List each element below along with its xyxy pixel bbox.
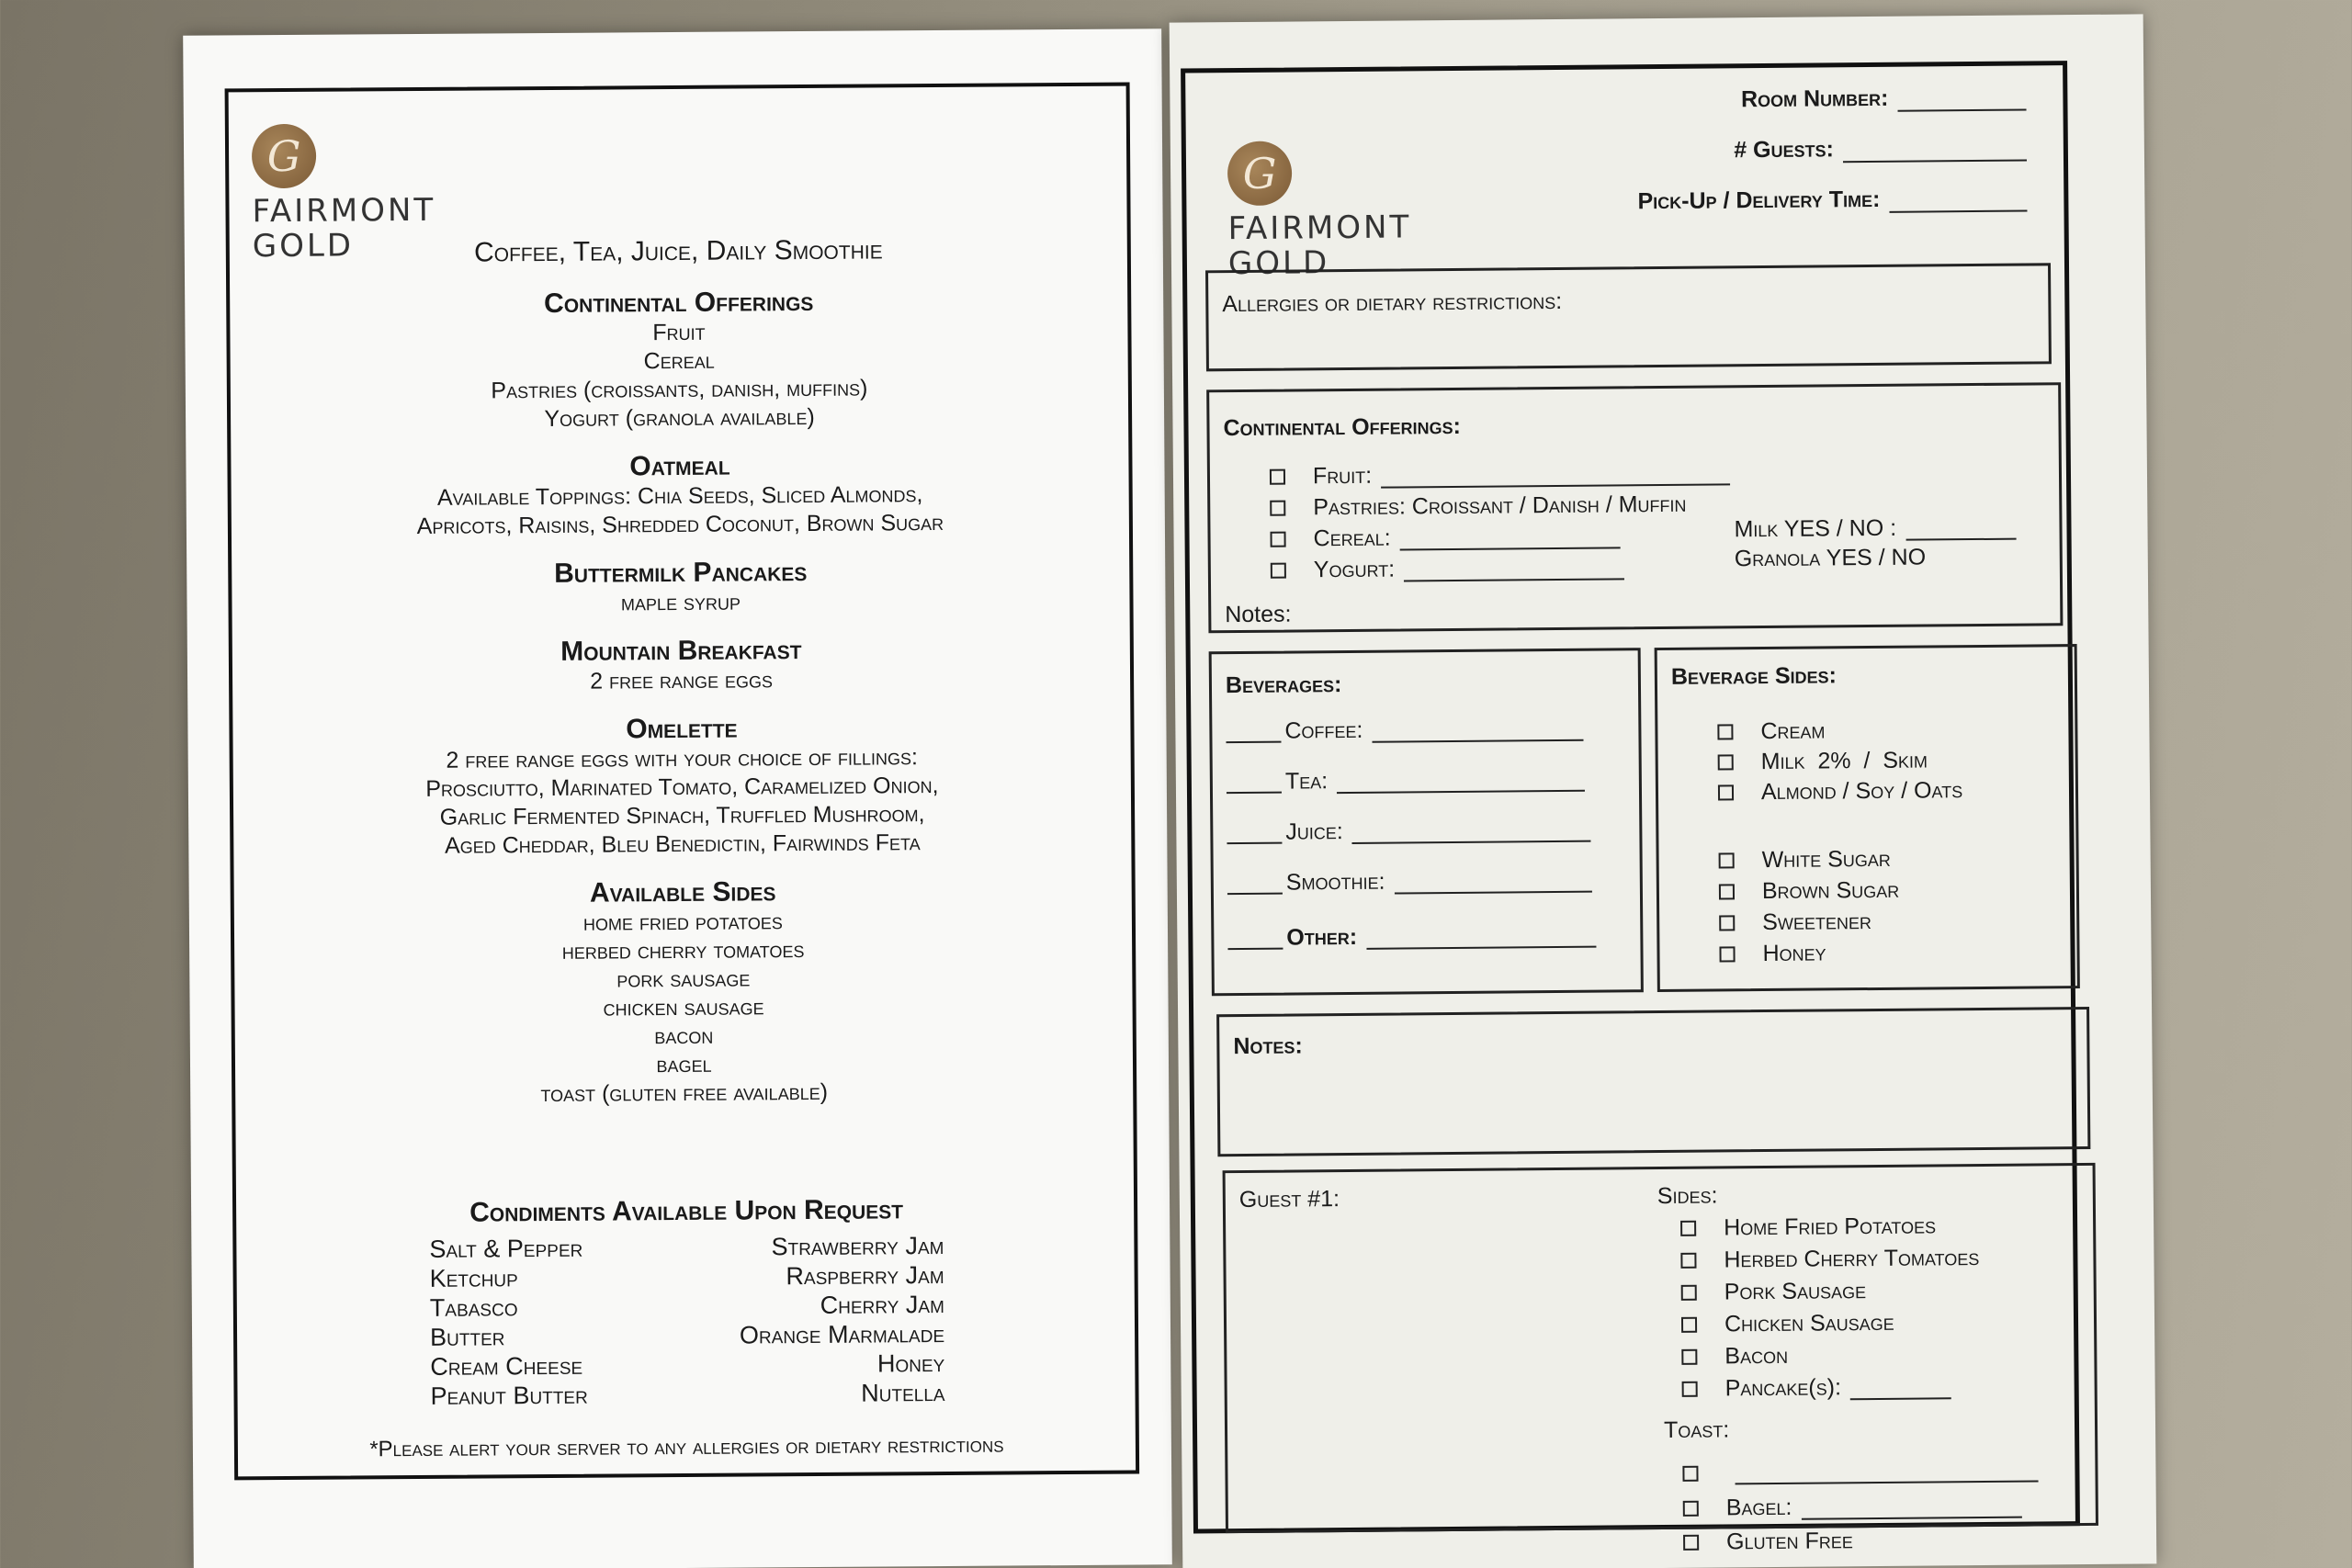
menu-section-title: Continental Offerings [543, 286, 814, 320]
milk-label: Milk YES / NO : [1734, 514, 1897, 543]
logo-wordmark: FAIRMONT GOLD [252, 191, 436, 265]
checkbox-label: Brown Sugar [1761, 876, 1900, 905]
menu-section-title: Oatmeal [629, 450, 730, 482]
condiment-item: Cherry Jam [820, 1290, 944, 1319]
beverages-title: Beverages: [1225, 671, 1342, 699]
beverage-side-item[interactable] [1718, 747, 1928, 775]
checkbox-label: Bagel: [1725, 1494, 1792, 1521]
condiments-title: Condiments Available Upon Request [469, 1194, 904, 1228]
guests-field[interactable] [1734, 135, 2027, 164]
beverage-side-item[interactable] [1717, 717, 1825, 745]
quantity-line[interactable] [1227, 927, 1283, 950]
checkbox[interactable] [1719, 852, 1735, 868]
checkbox[interactable] [1718, 784, 1734, 800]
menu-section [234, 874, 1134, 1111]
write-in-line[interactable] [1352, 818, 1591, 843]
pickup-time-label: Pick-Up / Delivery Time: [1637, 186, 1881, 215]
checkbox-label: Almond / Soy / Oats [1760, 777, 1963, 806]
menu-item: Aged Cheddar, Bleu Benedictin, Fairwinds Feta [444, 829, 921, 859]
guest-side-item[interactable] [1681, 1278, 1867, 1306]
beverage-label: Tea: [1284, 768, 1329, 795]
beverage-item[interactable] [1227, 922, 1596, 952]
menu-frame [225, 83, 1140, 1481]
beverage-item[interactable] [1227, 867, 1592, 897]
toast-item[interactable] [1683, 1528, 1853, 1556]
logo-emblem-icon: G [252, 124, 316, 188]
room-number-label: Room Number: [1740, 85, 1889, 113]
notes-label: Notes: [1233, 1032, 1303, 1060]
write-in-line[interactable] [1399, 525, 1620, 550]
granola-field[interactable] [1735, 544, 1927, 572]
checkbox[interactable] [1681, 1317, 1697, 1333]
menu-item: herbed cherry tomatoes [561, 937, 805, 964]
beverage-label: Juice: [1285, 818, 1343, 845]
guest-side-item[interactable] [1681, 1310, 1894, 1338]
menu-item: Cereal [643, 347, 715, 375]
condiment-item: Cream Cheese [430, 1351, 583, 1381]
menu-section-title: Buttermilk Pancakes [554, 557, 808, 589]
checkbox-label: Home Fried Potatoes [1724, 1213, 1937, 1241]
menu-section-title: Mountain Breakfast [560, 635, 802, 667]
checkbox[interactable] [1719, 946, 1735, 962]
beverage-side-item[interactable] [1719, 846, 1891, 874]
checkbox-label: Herbed Cherry Tomatoes [1724, 1245, 1980, 1273]
milk-field[interactable] [1734, 514, 2016, 544]
quantity-line[interactable] [1227, 872, 1283, 895]
continental-item[interactable] [1271, 554, 1625, 583]
condiments-right-column [739, 1231, 944, 1409]
granola-label: Granola YES / NO [1734, 544, 1927, 572]
checkbox-label: Bacon [1724, 1342, 1789, 1370]
quantity-line[interactable] [1227, 821, 1282, 844]
checkbox[interactable] [1270, 532, 1285, 547]
beverage-sides-box [1655, 644, 2080, 992]
checkbox[interactable] [1270, 469, 1285, 485]
condiment-item: Strawberry Jam [771, 1231, 944, 1261]
toast-item[interactable] [1683, 1493, 2022, 1522]
checkbox-label: Milk 2% / Skim [1760, 747, 1928, 775]
menu-item: 2 free range eggs [590, 667, 774, 694]
sides-label: Sides: [1657, 1182, 1718, 1210]
checkbox-label: Chicken Sausage [1724, 1309, 1894, 1337]
menu-section [232, 711, 1131, 863]
menu-item: 2 free range eggs with your choice of fillings: [446, 744, 919, 773]
condiment-item: Peanut Butter [430, 1381, 588, 1410]
beverage-item[interactable] [1227, 817, 1591, 846]
allergy-disclaimer: *Please alert your server to any allergies or dietary restrictions [369, 1432, 1004, 1462]
menu-section [232, 633, 1130, 699]
checkbox[interactable] [1681, 1349, 1697, 1365]
room-number-field[interactable] [1741, 85, 2027, 114]
toast-item[interactable] [1682, 1458, 2038, 1484]
menu-section [231, 448, 1129, 543]
continental-box [1206, 382, 2063, 633]
checkbox-label: Gluten Free [1725, 1528, 1853, 1555]
checkbox[interactable] [1683, 1501, 1699, 1517]
checkbox-label: Cereal: [1313, 525, 1391, 552]
menu-intro: Coffee, Tea, Juice, Daily Smoothie [473, 234, 883, 268]
quantity-line[interactable] [1227, 771, 1282, 794]
guest-side-item[interactable] [1680, 1213, 1936, 1241]
checkbox[interactable] [1719, 915, 1735, 931]
checkbox[interactable] [1270, 501, 1285, 516]
checkbox[interactable] [1683, 1535, 1699, 1551]
menu-item: Apricots, Raisins, Shredded Coconut, Brown Sugar [416, 509, 944, 539]
condiments-section [429, 1194, 945, 1411]
allergies-box[interactable] [1205, 263, 2052, 371]
beverage-side-item[interactable] [1719, 940, 1826, 967]
continental-item[interactable] [1270, 523, 1620, 552]
menu-item: chicken sausage [603, 994, 764, 1021]
checkbox[interactable] [1682, 1382, 1698, 1397]
beverage-label: Other: [1286, 923, 1358, 951]
menu-item: bagel [656, 1051, 712, 1078]
logo-wordmark: FAIRMONT GOLD [1227, 209, 1412, 283]
write-in-line[interactable] [1394, 868, 1591, 894]
guest-label: Guest #1: [1238, 1186, 1340, 1213]
beverage-side-item[interactable] [1719, 908, 1871, 936]
menu-item: maple syrup [620, 589, 741, 616]
write-in-line[interactable] [1372, 716, 1583, 742]
logo-emblem-icon: G [1227, 141, 1293, 207]
write-in-line[interactable] [1735, 1458, 2038, 1484]
checkbox-label: Fruit: [1312, 462, 1373, 490]
guest-side-item[interactable] [1680, 1245, 1979, 1274]
beverage-item[interactable] [1226, 716, 1583, 745]
menu-item: Fruit [652, 319, 706, 346]
beverage-side-item[interactable] [1718, 777, 1962, 806]
allergies-label: Allergies or dietary restrictions: [1222, 288, 1563, 318]
menu-section-title: Available Sides [589, 876, 776, 908]
condiment-item: Raspberry Jam [786, 1260, 944, 1291]
menu-section [232, 555, 1129, 621]
beverage-side-item[interactable] [1719, 877, 1900, 906]
continental-notes-label: Notes: [1225, 601, 1292, 628]
guest-box [1223, 1163, 2098, 1555]
condiment-item: Honey [876, 1348, 945, 1378]
checkbox[interactable] [1682, 1465, 1698, 1481]
checkbox-label: Pancake(s): [1724, 1374, 1842, 1402]
write-in-line[interactable] [1337, 767, 1585, 793]
menu-item: Prosciutto, Marinated Tomato, Caramelized Onion, [425, 773, 939, 802]
quantity-line[interactable] [1226, 720, 1281, 743]
beverages-box [1209, 648, 1644, 996]
menu-item: Yogurt (granola available) [544, 403, 815, 433]
checkbox-label: Pastries: Croissant / Danish / Muffin [1313, 491, 1687, 521]
write-in-line[interactable] [1850, 1375, 1951, 1400]
write-in-line[interactable] [1801, 1494, 2021, 1519]
checkbox[interactable] [1717, 724, 1733, 739]
menu-item: Garlic Fermented Spinach, Truffled Mushroom, [439, 801, 925, 830]
checkbox-label: Sweetener [1762, 908, 1872, 936]
condiment-item: Nutella [861, 1378, 945, 1407]
checkbox-label: Yogurt: [1313, 556, 1396, 583]
write-in-line[interactable] [1404, 556, 1624, 581]
menu-item: pork sausage [616, 965, 751, 993]
menu-item: Pastries (croissants, danish, muffins) [491, 375, 868, 404]
checkbox-label: Pork Sausage [1724, 1278, 1867, 1305]
pickup-time-field[interactable] [1637, 186, 2027, 216]
menu-sheet [183, 28, 1172, 1568]
beverage-item[interactable] [1227, 766, 1585, 795]
write-in-line[interactable] [1381, 461, 1730, 488]
continental-item[interactable] [1270, 491, 1686, 522]
menu-section [230, 285, 1128, 436]
menu-item: Available Toppings: Chia Seeds, Sliced Almonds, [436, 481, 923, 511]
fairmont-gold-logo [1227, 140, 1412, 281]
order-form-frame [1181, 61, 2080, 1555]
continental-item[interactable] [1270, 459, 1730, 490]
checkbox[interactable] [1680, 1221, 1696, 1236]
condiment-item: Salt & Pepper [429, 1234, 583, 1263]
beverage-label: Smoothie: [1285, 868, 1385, 896]
guest-side-item[interactable] [1682, 1373, 1952, 1403]
menu-item: bacon [654, 1022, 714, 1050]
checkbox-label: Honey [1762, 940, 1826, 967]
write-in-line[interactable] [1366, 923, 1596, 949]
checkbox[interactable] [1681, 1285, 1697, 1301]
beverage-label: Coffee: [1284, 716, 1363, 744]
checkbox[interactable] [1680, 1253, 1696, 1269]
checkbox[interactable] [1271, 563, 1286, 579]
menu-sections [230, 285, 1133, 1111]
condiments-left-column [429, 1234, 588, 1411]
continental-title: Continental Offerings: [1223, 412, 1462, 442]
checkbox-label: Cream [1760, 717, 1826, 745]
guest-side-item[interactable] [1681, 1343, 1788, 1371]
condiment-item: Orange Marmalade [739, 1319, 945, 1349]
condiment-item: Butter [429, 1323, 505, 1351]
menu-section-title: Omelette [626, 713, 738, 745]
menu-item: toast (gluten free available) [540, 1078, 829, 1108]
menu-body [230, 233, 1134, 1111]
beverage-sides-title: Beverage Sides: [1670, 662, 1838, 690]
checkbox[interactable] [1718, 754, 1734, 770]
guests-label: # Guests: [1734, 136, 1835, 164]
condiment-item: Ketchup [429, 1264, 518, 1292]
order-form-sheet [1170, 14, 2157, 1568]
checkbox-label: White Sugar [1761, 845, 1891, 874]
toast-label: Toast: [1663, 1416, 1730, 1444]
checkbox[interactable] [1719, 884, 1735, 899]
condiment-item: Tabasco [429, 1293, 518, 1322]
menu-item: home fried potatoes [582, 908, 783, 936]
notes-box[interactable] [1216, 1007, 2090, 1156]
